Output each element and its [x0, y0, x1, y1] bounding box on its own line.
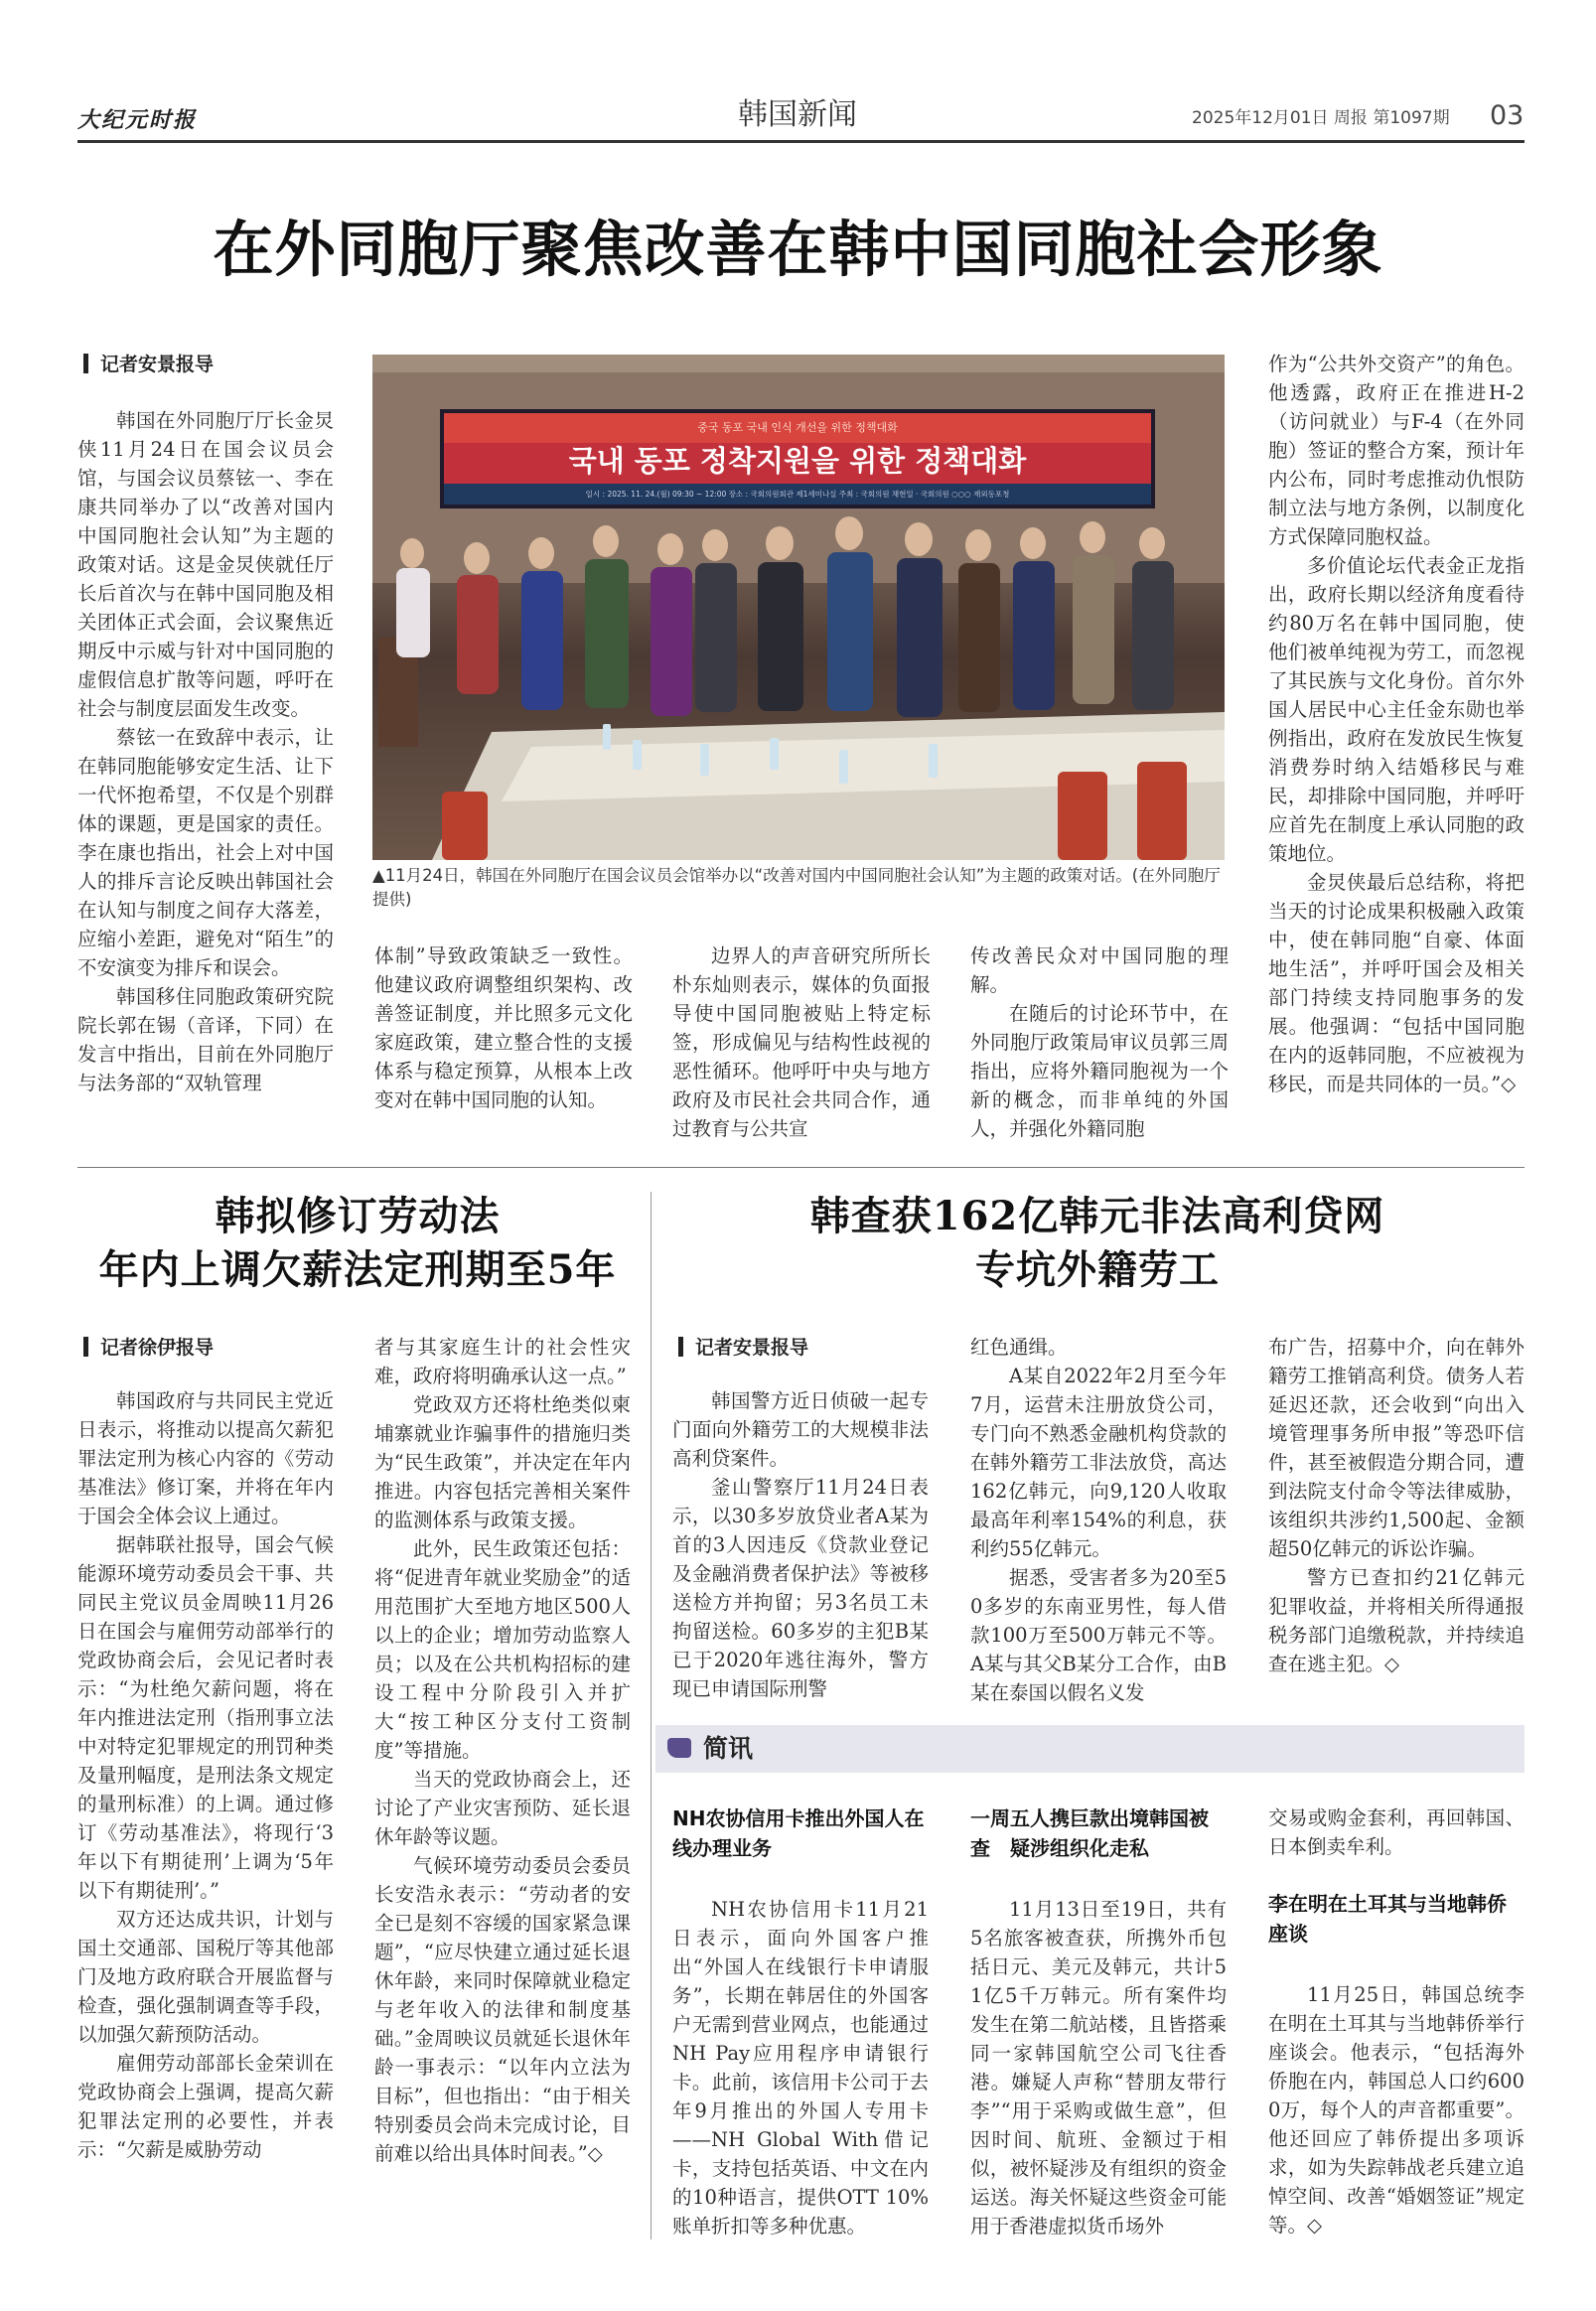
paragraph: 传改善民众对中国同胞的理解。 — [970, 944, 1229, 996]
loan-byline — [678, 1333, 937, 1363]
brief-body — [1268, 1980, 1524, 2237]
brief-title: 一周五人携巨款出境韩国被查 疑涉组织化走私 — [970, 1806, 1209, 1860]
brief-body — [672, 1895, 929, 2237]
brief-3 — [1268, 1804, 1524, 2237]
labor-headline — [60, 1190, 655, 1297]
page-number: 03 — [1490, 100, 1524, 131]
headline-line: 韩查获162亿韩元非法高利贷网 — [809, 1193, 1385, 1239]
paragraph: 警方已查扣约21亿韩元犯罪收益，并将相关所得通报税务部门追缴税款，并持续追查在逃主犯。◇ — [1268, 1566, 1524, 1675]
briefs-title: 简讯 — [703, 1734, 754, 1763]
brief-1 — [672, 1804, 929, 2237]
paragraph: 布广告，招募中介，向在韩外籍劳工推销高利贷。债务人若延迟还款，还会收到“向出入境管理事务所申报”等恐吓信件，甚至被假造分期合同，遭到法院支付命令等法律威胁，该组织共涉约1,500起、金额超50亿韩元的诉讼诈骗。 — [1268, 1336, 1524, 1560]
labor-byline — [83, 1333, 342, 1363]
paragraph: 交易或购金套利，再回韩国、日本倒卖牟利。 — [1268, 1806, 1524, 1858]
lead-col-1 — [77, 406, 334, 1131]
lead-col-2 — [374, 941, 633, 1140]
byline-bar — [83, 1337, 88, 1357]
lead-photo — [372, 355, 1225, 860]
loan-col-1 — [672, 1386, 929, 1704]
brief-body-continued — [1268, 1804, 1524, 1861]
section-rule — [77, 1167, 1524, 1168]
section-name: 韩国新闻 — [738, 97, 857, 132]
briefs-header — [655, 1725, 1524, 1773]
labor-col-1 — [77, 1386, 334, 2229]
paragraph: A某自2022年2月至今年7月，运营未注册放贷公司，专门向不熟悉金融机构贷款的在韩外籍劳工非法放贷，高达162亿韩元，向9,120人收取最高年利率154%的利息，获利约55亿韩元。 — [970, 1365, 1227, 1560]
byline-text: 记者安景报导 — [100, 354, 215, 375]
paragraph: 雇佣劳动部部长金荣训在党政协商会上强调，提高欠薪犯罪法定刑的必要性，并表示：“欠薪是威胁劳动 — [77, 2052, 334, 2161]
lead-col-3 — [672, 941, 931, 1140]
brief-2 — [970, 1804, 1227, 2237]
brief-title: 李在明在土耳其与当地韩侨座谈 — [1268, 1892, 1507, 1946]
paragraph: 体制”导致政策缺乏一致性。他建议政府调整组织架构、改善签证制度，并比照多元文化家庭政策，建立整合性的支援体系与稳定预算，从根本上改变对在韩中国同胞的认知。 — [374, 944, 633, 1111]
headline-line: 专坑外籍劳工 — [975, 1246, 1220, 1293]
paragraph: 此外，民生政策还包括：将“促进青年就业奖励金”的适用范围扩大至地方地区500人以上的企业；增加劳动监察人员；以及在公共机构招标的建设工程中分阶段引入并扩大“按工种区分支付工资制度”等措施。 — [374, 1537, 631, 1762]
brief-body — [970, 1895, 1227, 2237]
issue-info: 2025年12月01日 周报 第1097期 — [1192, 108, 1450, 128]
byline-bar — [83, 354, 88, 373]
paragraph: 多价值论坛代表金正龙指出，政府长期以经济角度看待约80万名在韩中国同胞，使他们被单纯视为劳工，而忽视了其民族与文化身份。首尔外国人居民中心主任金东勋也举例指出，政府在发放民生恢复消费券时纳入结婚移民与难民，却排除中国同胞，并呼吁应首先在制度上承认同胞的政策地位。 — [1268, 554, 1524, 865]
paragraph: 据韩联社报导，国会气候能源环境劳动委员会干事、共同民主党议员金周映11月26日在国会与雇佣劳动部举行的党政协商会后，会见记者时表示：“为杜绝欠薪问题，将在年内推进法定刑（指刑事立法中对特定犯罪规定的刑罚种类及量刑幅度，是刑法条文规定的量刑标准）的上调。通过修订《劳动基准法》，将现行‘3年以下有期徒刑’上调为‘5年以下有期徒刑’。” — [77, 1533, 334, 1902]
photo-caption: ▲11月24日，韩国在外同胞厅在国会议员会馆举办以“改善对国内中国同胞社会认知”为主题的政策对话。(在外同胞厅提供) — [372, 866, 1221, 909]
loan-headline — [670, 1190, 1524, 1297]
paragraph: 作为“公共外交资产”的角色。他透露，政府正在推进H-2（访问就业）与F-4（在外同胞）签证的整合方案，预计年内公布，同时考虑推动仇恨防制立法与地方条例，以制度化方式保障同胞权益。 — [1268, 353, 1524, 548]
paragraph: 韩国移住同胞政策研究院院长郭在锡（音译，下同）在发言中指出，目前在外同胞厅与法务部的“双轨管理 — [77, 985, 334, 1094]
paragraph: 据悉，受害者多为20至50多岁的东南亚男性，每人借款100万至500万韩元不等。A某与其父B某分工合作，由B某在泰国以假名义发 — [970, 1566, 1227, 1704]
loan-col-3 — [1268, 1333, 1524, 1704]
briefs-marker-icon — [667, 1738, 691, 1758]
paragraph: 金炅侠最后总结称，将把当天的讨论成果积极融入政策中，使在韩同胞“自豪、体面地生活”，并呼吁国会及相关部门持续支持同胞事务的发展。他强调：“包括中国同胞在内的返韩同胞，不应被视为移民，而是共同体的一员。”◇ — [1268, 871, 1524, 1095]
paragraph: 当天的党政协商会上，还讨论了产业灾害预防、延长退休年龄等议题。 — [374, 1768, 631, 1848]
paragraph: 气候环境劳动委员会委员长安浩永表示：“劳动者的安全已是刻不容缓的国家紧急课题”，“应尽快建立通过延长退休年龄，来同时保障就业稳定与老年收入的法律和制度基础。”金周映议员就延长退休年龄一事表示：“以年内立法为目标”，但也指出：“由于相关特别委员会尚未完成讨论，目前难以给出具体时间表。”◇ — [374, 1854, 631, 2165]
paragraph: 红色通缉。 — [970, 1336, 1068, 1359]
paragraph: 双方还达成共识，计划与国土交通部、国税厅等其他部门及地方政府联合开展监督与检查，强化强制调查等手段，以加强欠薪预防活动。 — [77, 1908, 334, 2046]
paragraph: 党政双方还将杜绝类似柬埔寨就业诈骗事件的措施归类为“民生政策”，并决定在年内推进。内容包括完善相关案件的监测体系与政策支援。 — [374, 1393, 631, 1531]
paragraph: 蔡铉一在致辞中表示，让在韩同胞能够安定生活、让下一代怀抱希望，不仅是个别群体的课题，更是国家的责任。李在康也指出，社会上对中国人的排斥言论反映出韩国社会在认知与制度之间存大落差，应缩小差距，避免对“陌生”的不安演变为排斥和误会。 — [77, 726, 334, 979]
lead-headline: 在外同胞厅聚焦改善在韩中国同胞社会形象 — [213, 215, 1383, 285]
labor-col-2 — [374, 1333, 631, 2229]
lead-col-4 — [970, 941, 1229, 1140]
banner-details: 일시 : 2025. 11. 24.(월) 09:30 ~ 12:00 장소 : 국회의원회관 제1세미나실 주최 : 국회의원 채현일 · 국회의원 ○○○ 재외동포청 — [585, 490, 1010, 499]
paragraph: 韩国警方近日侦破一起专门面向外籍劳工的大规模非法高利贷案件。 — [672, 1389, 929, 1470]
lead-col-5 — [1268, 350, 1524, 1139]
loan-col-2 — [970, 1333, 1227, 1704]
paragraph: 11月13日至19日，共有5名旅客被查获，所携外币包括日元、美元及韩元，共计51亿5千万韩元。所有案件均发生在第二航站楼，且皆搭乘同一家韩国航空公司飞往香港。嫌疑人声称“替朋友带行李”“用于采购或做生意”，但因时间、航班、金额过于相似，被怀疑涉及有组织的资金运送。海关怀疑这些资金可能用于香港虚拟货币场外 — [970, 1898, 1227, 2238]
paragraph: 韩国在外同胞厅厅长金炅侠11月24日在国会议员会馆，与国会议员蔡铉一、李在康共同举办了以“改善对国内中国同胞社会认知”为主题的政策对话。这是金炅侠就任厅长后首次与在韩中国同胞及相关团体正式会面，会议聚焦近期反中示威与针对中国同胞的虚假信息扩散等问题，呼吁在社会与制度层面发生改变。 — [77, 409, 334, 720]
paragraph: NH农协信用卡11月21日表示，面向外国客户推出“外国人在线银行卡申请服务”，长期在韩居住的外国客户无需到营业网点，也能通过NH Pay应用程序申请银行卡。此前，该信用卡公司于去年9月推出的外国人专用卡——NH Global With借记卡，支持包括英语、中文在内的10种语言，提供OTT 10%账单折扣等多种优惠。 — [672, 1898, 929, 2238]
paragraph: 边界人的声音研究所所长朴东灿则表示，媒体的负面报导使中国同胞被贴上特定标签，形成偏见与结构性歧视的恶性循环。他呼吁中央与地方政府及市民社会共同合作，通过教育与公共宣 — [672, 944, 931, 1140]
paragraph: 在随后的讨论环节中，在外同胞厅政策局审议员郭三周指出，应将外籍同胞视为一个新的概念，而非单纯的外国人，并强化外籍同胞 — [970, 1002, 1229, 1140]
banner-title: 국내 동포 정착지원을 위한 정책대화 — [568, 444, 1027, 478]
brief-title: NH农协信用卡推出外国人在线办理业务 — [672, 1806, 925, 1860]
paragraph: 11月25日，韩国总统李在明在土耳其与当地韩侨举行座谈会。他表示，“包括海外侨胞在内，韩国总人口约6000万，每个人的声音都重要”。他还回应了韩侨提出多项诉求，如为失踪韩战老兵建立追悼空间、改善“婚姻签证”规定等。◇ — [1268, 1983, 1524, 2237]
paragraph: 釜山警察厅11月24日表示，以30多岁放贷业者A某为首的3人因违反《贷款业登记及金融消费者保护法》等被移送检方并拘留；另3名员工未拘留送检。60多岁的主犯B某已于2020年逃往海外，警方现已申请国际刑警 — [672, 1476, 929, 1700]
masthead: 大纪元时报 — [77, 107, 198, 133]
header-rule — [77, 140, 1524, 143]
paragraph: 者与其家庭生计的社会性灾难，政府将明确承认这一点。” — [374, 1336, 631, 1387]
headline-line: 年内上调欠薪法定刑期至5年 — [98, 1246, 617, 1293]
column-rule — [651, 1192, 652, 2239]
byline-text: 记者安景报导 — [695, 1337, 809, 1359]
banner-subtitle: 중국 동포 국내 인식 개선을 위한 정책대화 — [697, 421, 898, 434]
paragraph: 韩国政府与共同民主党近日表示，将推动以提高欠薪犯罪法定刑为核心内容的《劳动基准法》修订案，并将在年内于国会全体会议上通过。 — [77, 1389, 334, 1527]
byline-text: 记者徐伊报导 — [100, 1337, 215, 1359]
headline-line: 韩拟修订劳动法 — [215, 1193, 501, 1239]
byline-bar — [678, 1337, 683, 1357]
lead-byline — [83, 350, 342, 379]
